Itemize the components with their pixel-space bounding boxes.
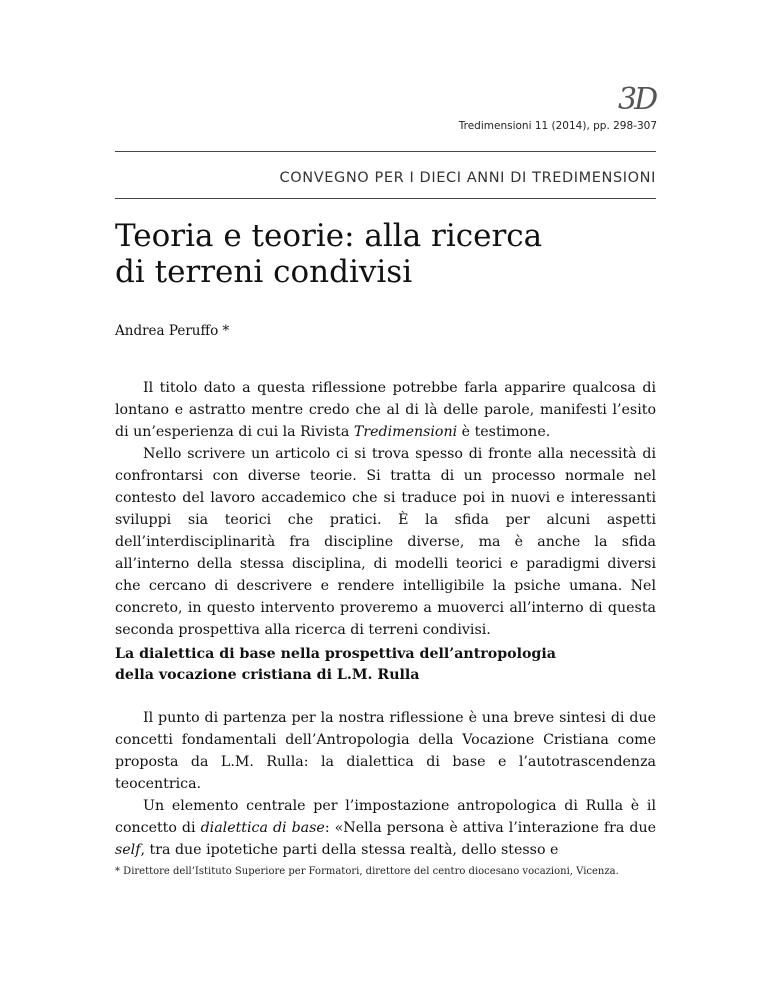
paragraph-1-italic: Tredimensioni [353, 424, 458, 440]
heading-line-1: La dialettica di base nella prospettiva dell’antropologia [115, 646, 556, 662]
paragraph-1-text-b: è testimone. [457, 424, 551, 440]
title-line-2: di terreni condivisi [115, 254, 413, 290]
paragraph-4-italic-1: dialettica di base [200, 820, 325, 836]
section-heading [115, 644, 656, 686]
header-rule-bottom [115, 198, 656, 199]
journal-citation: Tredimensioni 11 (2014), pp. 298-307 [458, 120, 657, 132]
header-rule-top [115, 151, 656, 152]
paragraph-1 [115, 377, 656, 443]
author-name: Andrea Peruffo * [115, 323, 230, 339]
paragraph-2: Nello scrivere un articolo ci si trova spesso di fronte alla necessità di confrontarsi con diverse teorie. Si tratta di un processo normale nel contesto del lavoro accademico che si traduce poi in nuovi e interessanti sviluppi sia teorici che pratici. È la sfida per alcuni aspetti dell’interdisciplinarità fra discipline diverse, ma è anche la sfida all’interno della stessa disciplina, di modelli teorici e paradigmi diversi che cercano di descrivere e rendere intelligibile la psiche umana. Nel concreto, in questo intervento proveremo a muoverci all’interno di questa seconda prospettiva alla ricerca di terreni condivisi. [115, 446, 656, 638]
paragraph-4-text-c: , tra due ipotetiche parti della stessa realtà, dello stesso e [140, 842, 559, 858]
section-label: CONVEGNO PER I DIECI ANNI DI TREDIMENSIONI [279, 170, 656, 186]
journal-logo: 3D [618, 82, 656, 117]
title-line-1: Teoria e teorie: alla ricerca [115, 218, 543, 254]
footnote: * Direttore dell’Istituto Superiore per Formatori, direttore del centro diocesano vocazioni, Vicenza. [115, 866, 619, 877]
body-block-intro [115, 377, 656, 641]
article-title [115, 218, 675, 290]
paragraph-4-text-b: : «Nella persona è attiva l’interazione fra due [324, 820, 656, 836]
body-block-section [115, 707, 656, 861]
paragraph-4-text-a: Un elemento centrale per l’impostazione antropologica di Rulla è il concetto di [115, 798, 656, 836]
paragraph-1-text-a: Il titolo dato a questa riflessione potrebbe farla apparire qualcosa di lontano e astratto mentre credo che al di là delle parole, manifesti l’esito di un’esperienza di cui la Rivista [115, 380, 656, 440]
paragraph-3: Il punto di partenza per la nostra riflessione è una breve sintesi di due concetti fondamentali dell’Antropologia della Vocazione Cristiana come proposta da L.M. Rulla: la dialettica di base e l’autotrascendenza teocentrica. [115, 710, 656, 792]
heading-line-2: della vocazione cristiana di L.M. Rulla [115, 667, 420, 683]
paragraph-4 [115, 795, 656, 861]
paragraph-4-italic-2: self [115, 842, 141, 858]
